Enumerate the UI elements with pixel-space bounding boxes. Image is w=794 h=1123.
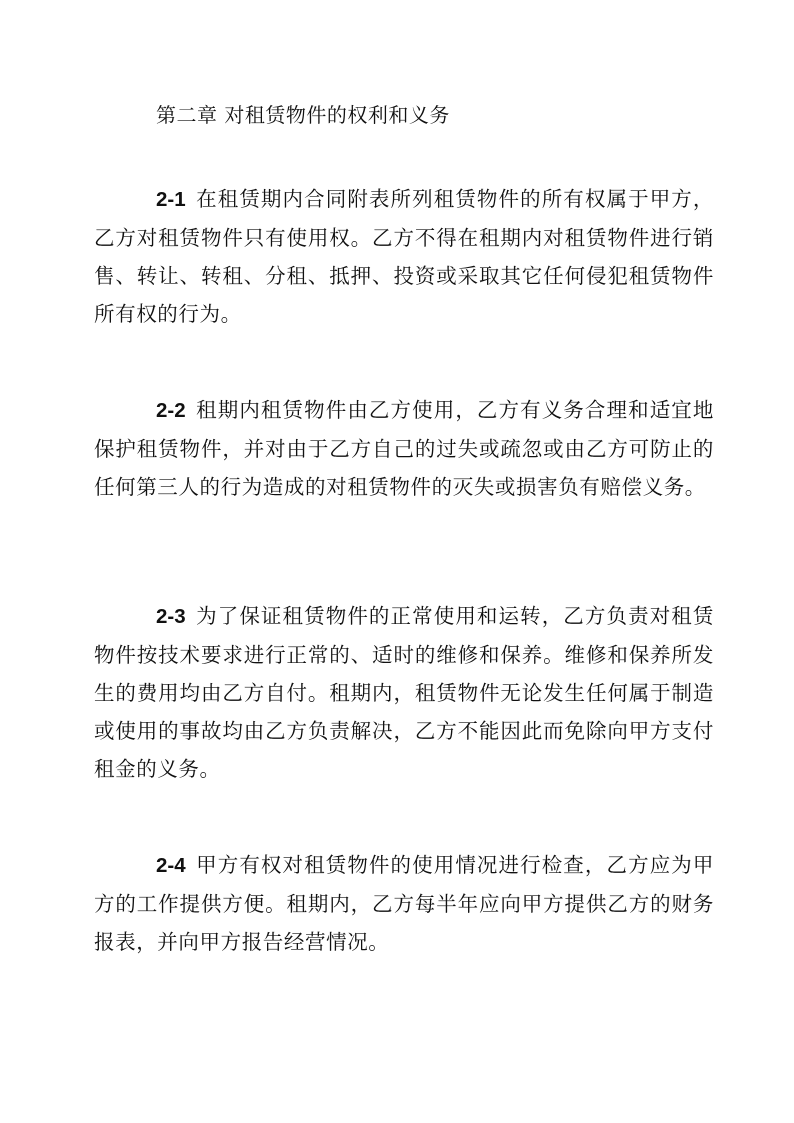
clause-text: 为了保证租赁物件的正常使用和运转，乙方负责对租赁物件按技术要求进行正常的、适时的维修和保养。维修和保养所发生的费用均由乙方自付。租期内，租赁物件无论发生任何属于制造或使用的事故均由乙方负责解决，乙方不能因此而免除向甲方支付租金的义务。 <box>94 604 714 781</box>
clause-2-1 <box>94 180 714 333</box>
clause-text: 租期内租赁物件由乙方使用，乙方有义务合理和适宜地保护租赁物件，并对由于乙方自己的过失或疏忽或由乙方可防止的任何第三人的行为造成的对租赁物件的灭失或损害负有赔偿义务。 <box>94 398 714 499</box>
clause-number: 2-4 <box>156 854 186 877</box>
clause-text: 在租赁期内合同附表所列租赁物件的所有权属于甲方，乙方对租赁物件只有使用权。乙方不得在租期内对租赁物件进行销售、转让、转租、分租、抵押、投资或采取其它任何侵犯租赁物件所有权的行为。 <box>94 187 714 326</box>
clause-number: 2-2 <box>156 399 186 422</box>
clause-text: 甲方有权对租赁物件的使用情况进行检查，乙方应为甲方的工作提供方便。租期内，乙方每半年应向甲方提供乙方的财务报表，并向甲方报告经营情况。 <box>94 853 714 954</box>
clause-2-3 <box>94 597 714 788</box>
clause-2-4 <box>94 846 714 961</box>
clause-2-2 <box>94 391 714 506</box>
clause-number: 2-1 <box>156 188 186 211</box>
chapter-title: 第二章 对租赁物件的权利和义务 <box>156 103 450 127</box>
clause-number: 2-3 <box>156 605 186 628</box>
